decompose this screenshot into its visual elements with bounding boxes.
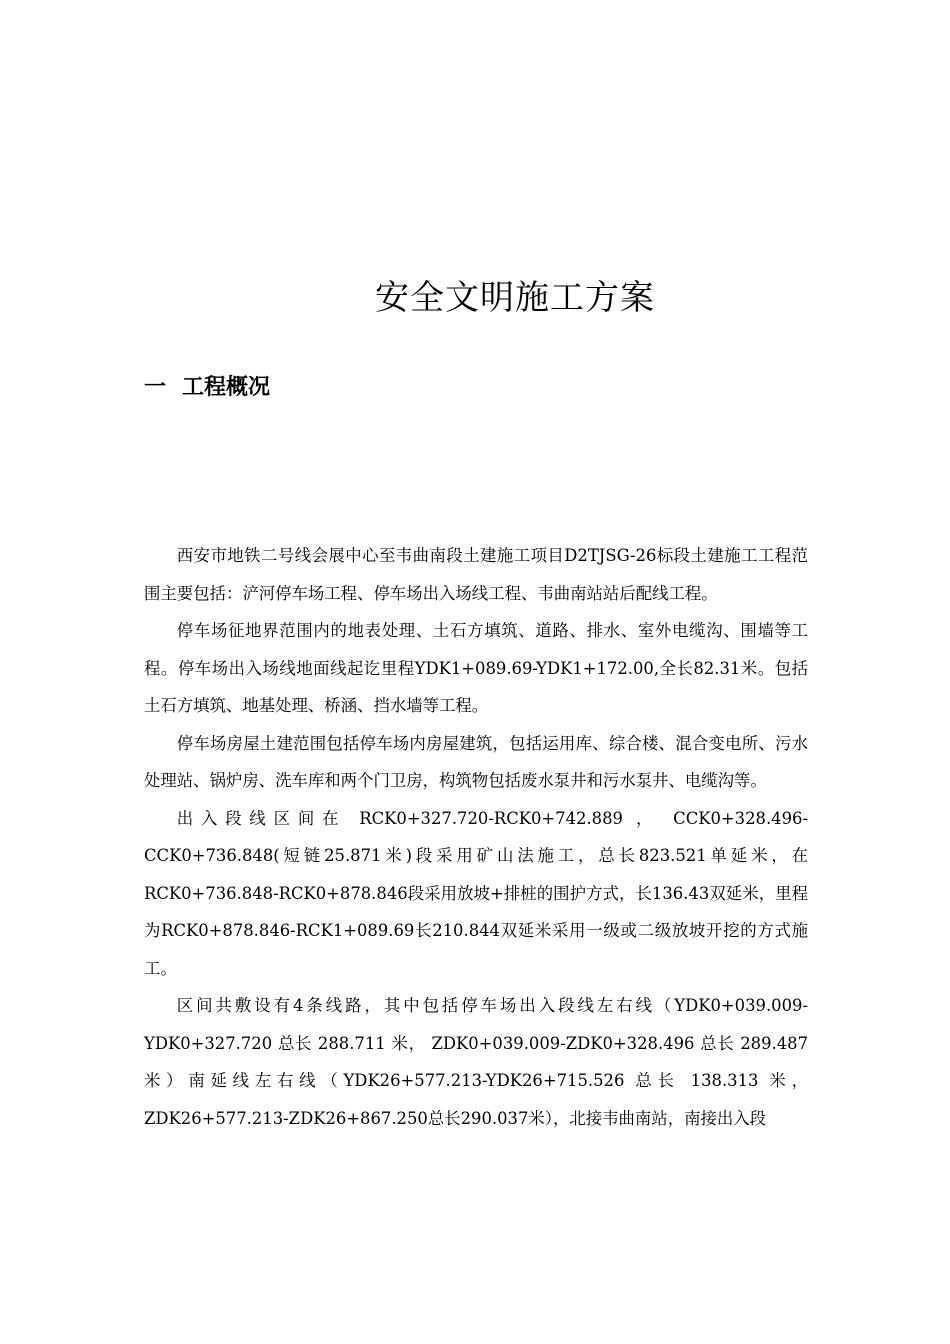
paragraph-scope: 西安市地铁二号线会展中心至韦曲南段土建施工项目D2TJSG-26标段土建施工工程范围主要包括：浐河停车场工程、停车场出入场线工程、韦曲南站站后配线工程。 — [144, 546, 808, 603]
paragraph-access-line-section: 出入段线区间在 RCK0+327.720-RCK0+742.889 ， CCK0+328.496-CCK0+736.848(短链25.871米)段采用矿山法施工，总长823.521单延米，在RCK0+736.848-RCK0+878.846段采用放坡+排桩的围护方式，长136.43双延米，里程为RCK0+878.846-RCK1+089.69长210.844双延米采用一级或二级放坡开挖的方式施工。 — [144, 808, 808, 978]
body-text — [144, 537, 808, 1137]
section-number: 一 — [144, 375, 167, 400]
paragraph-depot-works: 停车场征地界范围内的地表处理、土石方填筑、道路、排水、室外电缆沟、围墙等工程。停车场出入场线地面线起讫里程YDK1+089.69-YDK1+172.00,全长82.31米。包括土石方填筑、地基处理、桥涵、挡水墙等工程。 — [144, 621, 808, 715]
section-title: 工程概况 — [182, 375, 271, 400]
paragraph-depot-buildings: 停车场房屋土建范围包括停车场内房屋建筑，包括运用库、综合楼、混合变电所、污水处理站、锅炉房、洗车库和两个门卫房，构筑物包括废水泵井和污水泵井、电缆沟等。 — [144, 733, 808, 790]
document-title: 安全文明施工方案 — [375, 278, 655, 318]
section-heading — [144, 368, 270, 408]
paragraph-lines-layout: 区间共敷设有4条线路，其中包括停车场出入段线左右线（YDK0+039.009-YDK0+327.720 总长 288.711 米， ZDK0+039.009-ZDK0+328.496 总长 289.487 米）南延线左右线（YDK26+577.213-YDK26+715.526 总长 138.313 米，ZDK26+577.213-ZDK26+867.250总长290.037米），北接韦曲南站，南接出入段 — [144, 996, 808, 1128]
